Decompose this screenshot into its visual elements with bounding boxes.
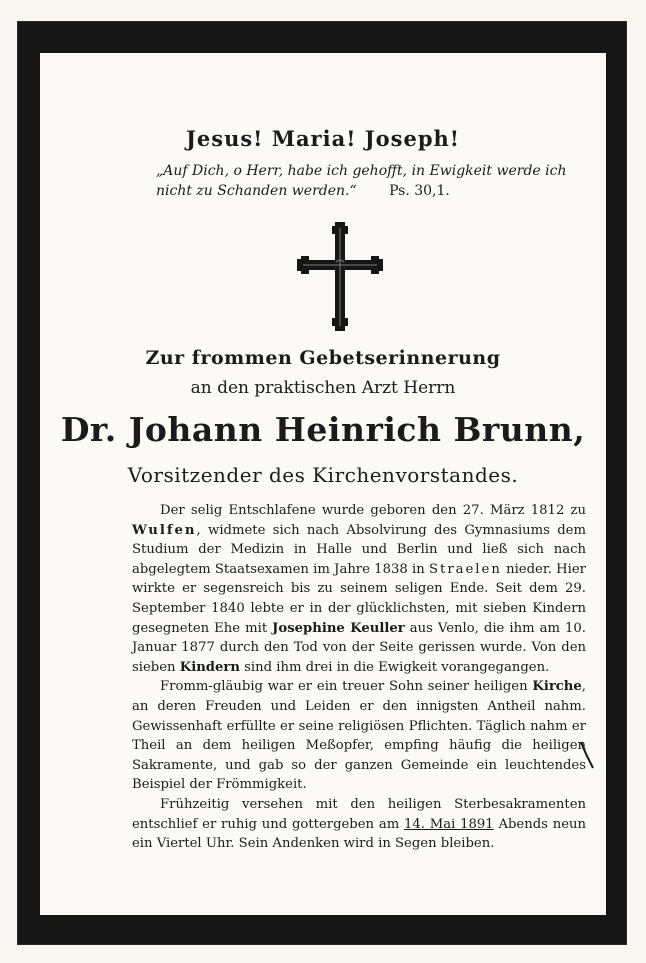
text-segment: gesegneten Ehe mit	[132, 620, 273, 636]
wife-name: Josephine Keuller	[272, 620, 405, 636]
biography-paragraph-3	[132, 795, 586, 854]
birthplace: Wulfen	[132, 522, 197, 538]
memorial-subheading: an den praktischen Arzt Herrn	[190, 378, 456, 398]
deceased-name: Dr. Johann Heinrich Brunn,	[60, 410, 586, 449]
text-segment: Fromm-gläubig war er ein treuer Sohn seiner heiligen	[160, 679, 533, 695]
text-segment: , an deren Freuden und Leiden er den innigsten Antheil nahm. Gewissenhaft erfüllte er seine religiösen Pflichten. Täglich nahm er Theil an dem heiligen Meßopfer, empfing häufig die heiligen Sakramente, und gab so der ganzen Gemeinde ein leuchtendes Beispiel der Frömmigkeit.	[132, 679, 586, 793]
psalm-text: „Auf Dich, o Herr, habe ich gehofft, in Ewigkeit werde ich nicht zu Schanden werden.“	[156, 163, 567, 199]
invocation-heading: Jesus! Maria! Joseph!	[185, 126, 461, 151]
biography-paragraph-1	[132, 501, 586, 677]
pen-mark-icon	[578, 740, 596, 770]
text-segment: Der selig Entschlafene wurde geboren den 27. März 1812 zu	[160, 503, 586, 518]
text-segment: Kindern	[532, 600, 586, 616]
text-segment: Abends neun ein Viertel Uhr. Sein Andenken wird in Segen bleiben.	[132, 816, 586, 852]
memorial-card	[40, 53, 606, 915]
psalm-quote	[156, 161, 572, 201]
town-name: Straelen	[429, 561, 502, 577]
cross-icon	[295, 218, 385, 336]
text-segment: sind ihm drei in die Ewigkeit vorangegangen.	[239, 659, 550, 675]
memorial-heading: Zur frommen Gebetserinnerung	[145, 347, 501, 369]
card-content	[40, 53, 606, 915]
biography-text	[132, 501, 586, 854]
deceased-position: Vorsitzender des Kirchenvorstandes.	[127, 463, 519, 487]
text-segment: aus Venlo, die ihm am 10. Januar 1877 durch den Tod von der Seite gerissen wurde. Von den sieben	[132, 620, 586, 675]
text-segment: nieder. Hier wirkte er segensreich bis zu seinem seligen Ende. Seit dem 29. September 1840 lebte er in der glücklichsten, mit sieben	[132, 561, 586, 616]
text-segment: Kindern	[179, 659, 240, 675]
psalm-reference: Ps. 30,1.	[389, 183, 450, 199]
death-date: 14. Mai 1891	[403, 816, 494, 832]
church-word: Kirche	[532, 679, 582, 695]
text-segment: , widmete sich nach Absolvirung des Gymnasiums dem Studium der Medizin in Halle und Berlin und ließ sich nach abgelegtem Staatsexamen im Jahre 1838 in	[132, 522, 586, 577]
biography-paragraph-2	[132, 677, 586, 795]
mourning-border	[18, 22, 626, 944]
text-segment: Frühzeitig versehen mit den heiligen Sterbesakramenten entschlief er ruhig und gottergeben am	[132, 796, 586, 832]
